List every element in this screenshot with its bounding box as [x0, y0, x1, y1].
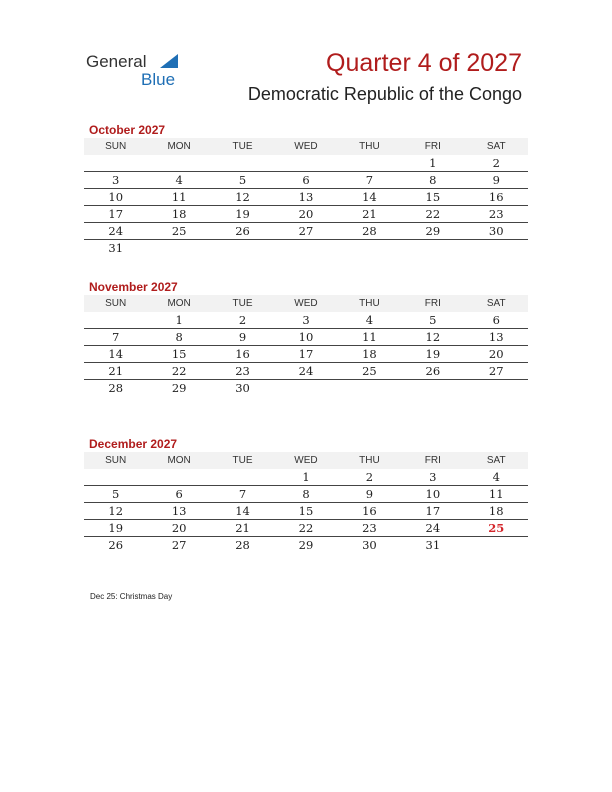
- weekday-label: MON: [167, 298, 191, 309]
- day-cell: 7: [238, 487, 247, 501]
- day-cell: 14: [362, 190, 377, 204]
- empty-day-cell: [84, 155, 147, 171]
- day-cell: 1: [429, 156, 437, 170]
- day-cell: 31: [108, 241, 124, 255]
- day-cell: 15: [425, 190, 441, 204]
- weekday-header-row: [84, 138, 528, 155]
- weekday-label: THU: [359, 298, 380, 309]
- weekday-label: TUE: [232, 141, 253, 152]
- day-cell: 21: [235, 521, 250, 535]
- week-row: [84, 537, 528, 553]
- day-cell: 2: [238, 313, 247, 327]
- day-cell: 29: [425, 224, 441, 238]
- empty-day-cell: [211, 155, 274, 171]
- week-row: [84, 189, 528, 206]
- day-cell: 8: [302, 487, 310, 501]
- week-row: [84, 329, 528, 346]
- day-cell: 27: [488, 364, 504, 378]
- weekday-label: TUE: [232, 298, 253, 309]
- day-cell: 24: [425, 521, 441, 535]
- day-cell: 13: [488, 330, 504, 344]
- day-cell: 30: [235, 381, 250, 395]
- day-cell: 26: [108, 538, 124, 552]
- day-cell: 28: [235, 538, 250, 552]
- day-cell: 26: [235, 224, 250, 238]
- day-cell: 21: [108, 364, 124, 378]
- day-cell: 7: [112, 330, 120, 344]
- day-cell: 5: [112, 487, 120, 501]
- week-row: [84, 172, 528, 189]
- empty-day-cell: [84, 312, 147, 328]
- day-cell: 6: [302, 173, 310, 187]
- empty-day-cell: [274, 240, 337, 256]
- day-cell: 4: [365, 313, 374, 327]
- day-cell: 8: [429, 173, 437, 187]
- day-cell: 30: [362, 538, 377, 552]
- day-cell: 25: [488, 521, 505, 535]
- day-cell: 27: [171, 538, 187, 552]
- day-cell: 30: [488, 224, 504, 238]
- day-cell: 3: [302, 313, 310, 327]
- day-cell: 9: [238, 330, 247, 344]
- empty-day-cell: [338, 240, 401, 256]
- day-cell: 18: [488, 504, 504, 518]
- day-cell: 14: [235, 504, 250, 518]
- day-cell: 19: [235, 207, 250, 221]
- weekday-label: SAT: [486, 298, 506, 309]
- holiday-note: Dec 25: Christmas Day: [90, 592, 173, 601]
- weekday-header-row: [84, 295, 528, 312]
- weekday-label: SAT: [486, 141, 506, 152]
- month-october: [84, 122, 528, 256]
- week-row: [84, 380, 528, 396]
- day-cell: 23: [488, 207, 504, 221]
- week-row: [84, 155, 528, 172]
- day-cell: 20: [488, 347, 504, 361]
- day-cell: 15: [171, 347, 187, 361]
- week-row: [84, 312, 528, 329]
- weekday-label: THU: [359, 141, 380, 152]
- day-cell: 16: [362, 504, 377, 518]
- weekday-label: THU: [359, 455, 380, 466]
- weekday-label: TUE: [232, 455, 253, 466]
- day-cell: 1: [302, 470, 310, 484]
- weekday-label: SUN: [105, 141, 127, 152]
- week-row: [84, 503, 528, 520]
- day-cell: 15: [298, 504, 314, 518]
- week-row: [84, 363, 528, 380]
- day-cell: 19: [425, 347, 441, 361]
- logo-triangle-icon: [160, 54, 178, 68]
- day-cell: 4: [492, 470, 500, 484]
- day-cell: 1: [175, 313, 183, 327]
- day-cell: 5: [429, 313, 437, 327]
- empty-day-cell: [274, 380, 337, 396]
- day-cell: 13: [298, 190, 314, 204]
- day-cell: 14: [108, 347, 124, 361]
- empty-day-cell: [465, 537, 528, 553]
- day-cell: 23: [235, 364, 250, 378]
- day-cell: 22: [425, 207, 441, 221]
- day-cell: 17: [108, 207, 124, 221]
- day-cell: 3: [112, 173, 120, 187]
- day-cell: 10: [108, 190, 124, 204]
- day-cell: 16: [488, 190, 504, 204]
- day-cell: 22: [171, 364, 187, 378]
- day-cell: 18: [362, 347, 377, 361]
- week-row: [84, 486, 528, 503]
- day-cell: 18: [171, 207, 187, 221]
- month-november: [84, 279, 528, 396]
- day-cell: 12: [108, 504, 124, 518]
- day-cell: 24: [108, 224, 124, 238]
- empty-day-cell: [274, 155, 337, 171]
- day-cell: 28: [362, 224, 377, 238]
- day-cell: 2: [365, 470, 374, 484]
- day-cell: 26: [425, 364, 441, 378]
- day-cell: 28: [108, 381, 124, 395]
- weekday-label: SUN: [105, 298, 127, 309]
- day-cell: 5: [238, 173, 247, 187]
- day-cell: 12: [425, 330, 441, 344]
- empty-day-cell: [401, 240, 464, 256]
- weekday-label: MON: [167, 141, 191, 152]
- empty-day-cell: [211, 469, 274, 485]
- logo-text-general: General: [86, 52, 147, 71]
- day-cell: 25: [171, 224, 187, 238]
- week-row: [84, 223, 528, 240]
- day-cell: 17: [425, 504, 441, 518]
- week-row: [84, 520, 528, 537]
- day-cell: 29: [171, 381, 187, 395]
- weekday-label: FRI: [424, 455, 441, 466]
- weekday-label: MON: [167, 455, 191, 466]
- day-cell: 23: [362, 521, 377, 535]
- empty-day-cell: [211, 240, 274, 256]
- month-title: December 2027: [89, 437, 178, 451]
- day-cell: 11: [362, 330, 377, 344]
- day-cell: 7: [365, 173, 374, 187]
- weekday-label: WED: [294, 141, 318, 152]
- day-cell: 6: [492, 313, 500, 327]
- day-cell: 2: [492, 156, 500, 170]
- country-title: Democratic Republic of the Congo: [247, 84, 522, 104]
- empty-day-cell: [147, 155, 210, 171]
- day-cell: 9: [492, 173, 500, 187]
- day-cell: 11: [488, 487, 504, 501]
- day-cell: 4: [175, 173, 183, 187]
- month-title: October 2027: [89, 123, 166, 137]
- generalblue-logo: [86, 50, 196, 90]
- empty-day-cell: [147, 240, 210, 256]
- page-title: Quarter 4 of 2027: [326, 49, 522, 77]
- empty-day-cell: [465, 380, 528, 396]
- day-cell: 27: [298, 224, 314, 238]
- logo-text-blue: Blue: [141, 70, 176, 89]
- day-cell: 25: [362, 364, 377, 378]
- week-row: [84, 240, 528, 256]
- empty-day-cell: [84, 469, 147, 485]
- day-cell: 22: [298, 521, 314, 535]
- week-row: [84, 469, 528, 486]
- day-cell: 24: [298, 364, 314, 378]
- day-cell: 6: [175, 487, 183, 501]
- day-cell: 16: [235, 347, 250, 361]
- week-row: [84, 206, 528, 223]
- weekday-label: WED: [294, 455, 318, 466]
- month-title: November 2027: [89, 280, 178, 294]
- day-cell: 8: [175, 330, 183, 344]
- day-cell: 20: [171, 521, 187, 535]
- weekday-label: SAT: [486, 455, 506, 466]
- day-cell: 10: [425, 487, 441, 501]
- day-cell: 13: [171, 504, 187, 518]
- day-cell: 17: [298, 347, 314, 361]
- day-cell: 29: [298, 538, 314, 552]
- empty-day-cell: [465, 240, 528, 256]
- weekday-label: WED: [294, 298, 318, 309]
- weekday-label: SUN: [105, 455, 127, 466]
- day-cell: 31: [425, 538, 441, 552]
- empty-day-cell: [338, 155, 401, 171]
- day-cell: 9: [365, 487, 374, 501]
- empty-day-cell: [338, 380, 401, 396]
- weekday-label: FRI: [424, 298, 441, 309]
- week-row: [84, 346, 528, 363]
- empty-day-cell: [401, 380, 464, 396]
- empty-day-cell: [147, 469, 210, 485]
- day-cell: 11: [171, 190, 187, 204]
- day-cell: 12: [235, 190, 250, 204]
- day-cell: 10: [298, 330, 314, 344]
- day-cell: 21: [362, 207, 377, 221]
- day-cell: 20: [298, 207, 314, 221]
- weekday-label: FRI: [424, 141, 441, 152]
- day-cell: 19: [108, 521, 124, 535]
- month-december: [84, 436, 528, 553]
- day-cell: 3: [429, 470, 437, 484]
- weekday-header-row: [84, 452, 528, 469]
